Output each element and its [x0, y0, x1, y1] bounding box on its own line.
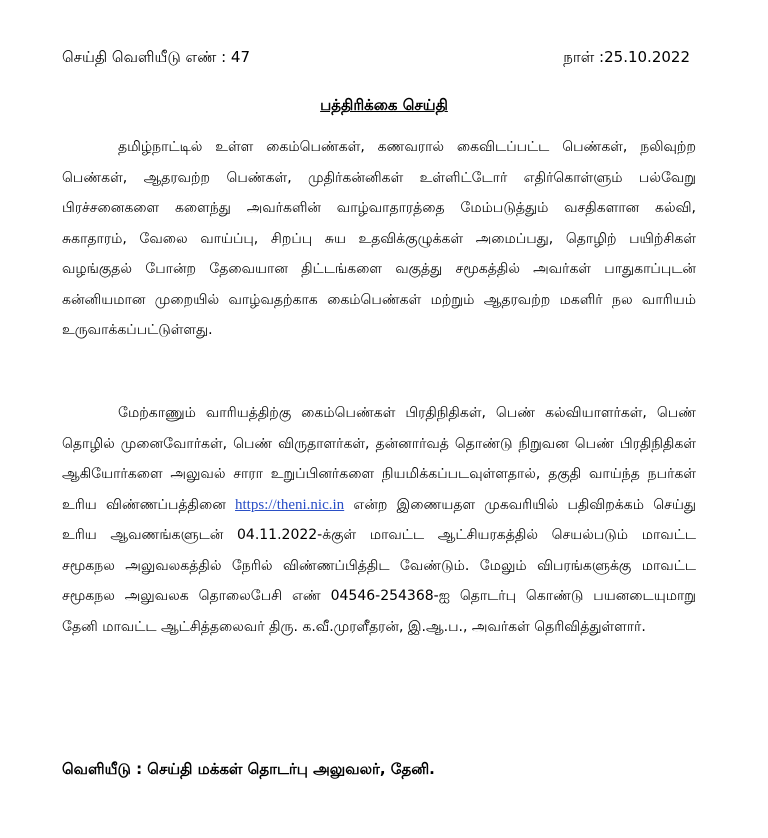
document-title-text: பத்திரிக்கை செய்தி: [320, 96, 448, 114]
document-title: [0, 96, 768, 116]
paragraph-2-part-1: மேற்காணும் வாரியத்திற்கு கைம்பெண்கள் பிரதிநிதிகள், பெண் கல்வியாளர்கள், பெண் தொழில் முனைவோர்கள், பெண் விருதாளர்கள், தன்னார்வத் தொண்டு நிறுவன பெண் பிரதிநிதிகள் ஆகியோர்களை அலுவல் சாரா உறுப்பினர்களை நியமிக்கப்படவுள்ளதால், தகுதி வாய்ந்த நபர்கள் உரிய விண்ணப்பத்தினை: [62, 405, 696, 513]
release-date: நாள் :25.10.2022: [563, 48, 690, 66]
paragraph-2-part-2: என்ற இணையதள முகவரியில் பதிவிறக்கம் செய்து உரிய ஆவணங்களுடன் 04.11.2022-க்குள் மாவட்ட ஆட்சியரகத்தில் செயல்படும் மாவட்ட சமூகநல அலுவலகத்தில் நேரில் விண்ணப்பித்திட வேண்டும். மேலும் விபரங்களுக்கு மாவட்ட சமூகநல அலுவலக தொலைபேசி எண் 04546-254368-ஐ தொடர்பு கொண்டு பயனடையுமாறு தேனி மாவட்ட ஆட்சித்தலைவர் திரு. க.வீ.முரளீதரன், இ.ஆ.ப., அவர்கள் தெரிவித்துள்ளார்.: [62, 496, 696, 635]
website-link[interactable]: https://theni.nic.in: [235, 496, 345, 513]
issued-by: வெளியீடு : செய்தி மக்கள் தொடர்பு அலுவலர், தேனி.: [62, 760, 435, 778]
release-number: செய்தி வெளியீடு எண் : 47: [62, 48, 250, 66]
paragraph-1: தமிழ்நாட்டில் உள்ள கைம்பெண்கள், கணவரால் கைவிடப்பட்ட பெண்கள், நலிவுற்ற பெண்கள், ஆதரவற்ற பெண்கள், முதிர்கன்னிகள் உள்ளிட்டோர் எதிர்கொள்ளும் பல்வேறு பிரச்சனைகளை களைந்து அவர்களின் வாழ்வாதாரத்தை மேம்படுத்தும் வசதிகளான கல்வி, சுகாதாரம், வேலை வாய்ப்பு, சிறப்பு சுய உதவிக்குழுக்கள் அமைப்பது, தொழிற் பயிற்சிகள் வழங்குதல் போன்ற தேவையான திட்டங்களை வகுத்து சமூகத்தில் அவர்கள் பாதுகாப்புடன் கன்னியமான முறையில் வாழ்வதற்காக கைம்பெண்கள் மற்றும் ஆதரவற்ற மகளிர் நல வாரியம் உருவாக்கப்பட்டுள்ளது.: [62, 139, 696, 338]
paragraph-2: [62, 398, 696, 642]
